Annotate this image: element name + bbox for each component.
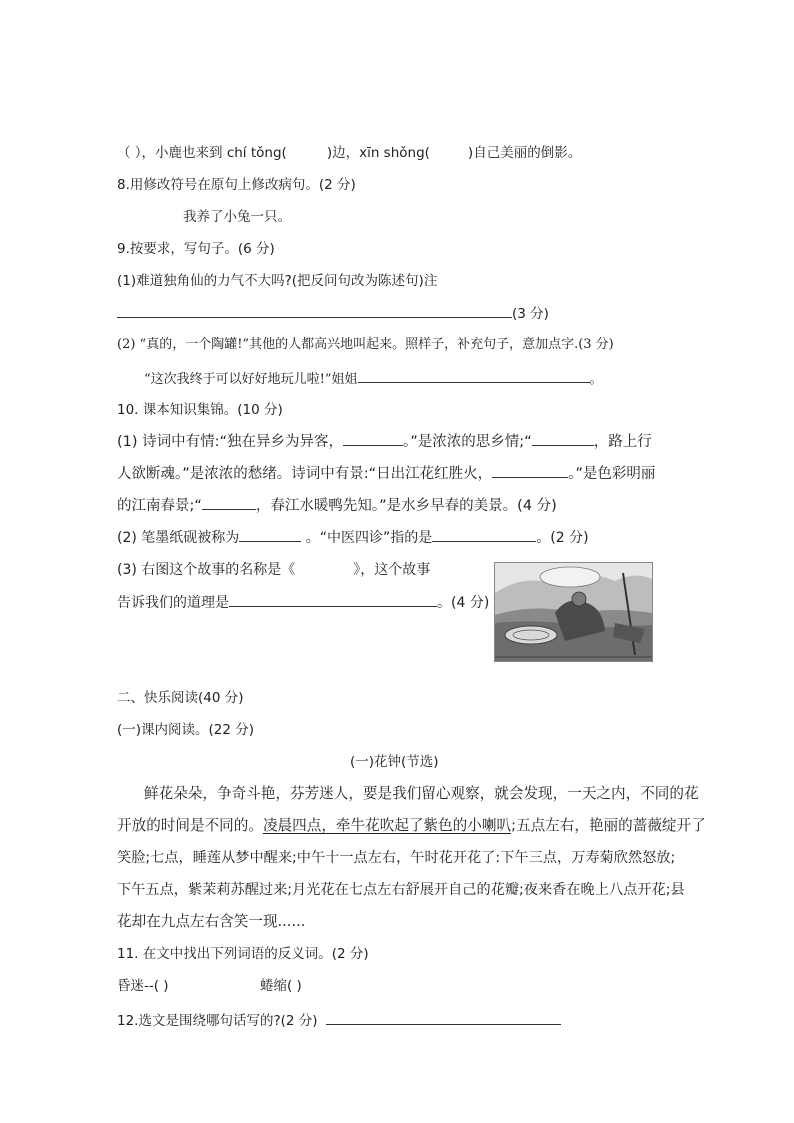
answer-blank[interactable] — [326, 1010, 561, 1025]
answer-blank[interactable] — [202, 495, 256, 510]
answer-blank[interactable] — [532, 431, 594, 446]
answer-blank[interactable] — [432, 527, 536, 542]
question-10-2: (2) 笔墨纸砚被称为 。“中医四诊”指的是 。(2 分) — [117, 527, 589, 548]
question-10-3-line1: (3) 右图这个故事的名称是《 》，这个故事 — [117, 562, 431, 578]
question-8-sentence: 我养了小兔一只。 — [183, 209, 291, 225]
answer-blank[interactable] — [358, 368, 590, 383]
passage-line-1: 鲜花朵朵，争奇斗艳，芬芳迷人，要是我们留心观察，就会发现，一天之内，不同的花 — [144, 785, 699, 802]
question-9-1: (1)难道独角仙的力气不大吗?(把反问句改为陈述句)注 — [117, 273, 438, 289]
question-11-antonym-b: 蜷缩( ) — [260, 978, 302, 994]
question-11: 11. 在文中找出下列词语的反义词。(2 分) — [117, 946, 369, 962]
answer-blank[interactable] — [492, 463, 568, 478]
question-9-1-answer: (3 分) — [117, 303, 549, 324]
question-11-antonym-a: 昏迷--( ) — [117, 978, 169, 994]
question-9: 9.按要求，写句子。(6 分) — [117, 241, 275, 257]
passage-line-2: 开放的时间是不同的。凌晨四点，牵牛花吹起了紫色的小喇叭;五点左右，艳丽的蔷薇绽开了 — [117, 817, 706, 834]
answer-blank[interactable] — [117, 303, 512, 318]
passage-line-5: 花却在九点左右含笑一现...... — [117, 913, 306, 930]
passage-title: (一)花钟(节选) — [350, 754, 439, 770]
passage-line-3: 笑脸;七点，睡莲从梦中醒来;中午十一点左右，午时花开花了:下午三点，万寿菊欣然怒放; — [117, 850, 676, 866]
question-8: 8.用修改符号在原句上修改病句。(2 分) — [117, 177, 356, 193]
underlined-sentence: 凌晨四点，牵牛花吹起了紫色的小喇叭 — [262, 817, 512, 834]
answer-blank[interactable] — [229, 592, 437, 607]
section-2-1-heading: (一)课内阅读。(22 分) — [117, 722, 255, 738]
answer-blank[interactable] — [343, 431, 403, 446]
question-10: 10. 课本知识集锦。(10 分) — [117, 402, 283, 418]
question-10-3-line2: 告诉我们的道理是 。(4 分) — [117, 592, 489, 613]
question-9-2-example: “这次我终于可以好好地玩儿啦!”姐姐 。 — [144, 368, 603, 390]
question-12: 12.选文是围绕哪句话写的?(2 分) — [117, 1010, 561, 1031]
story-illustration — [494, 562, 653, 662]
question-10-1-line1: (1) 诗词中有情:“独在异乡为异客， 。”是浓浓的思乡情;“ ，路上行 — [117, 431, 652, 452]
passage-line-4: 下午五点，紫茉莉苏醒过来;月光花在七点左右舒展开自己的花瓣;夜来香在晚上八点开花;县 — [117, 882, 685, 898]
pinyin-fill-line: （ ），小鹿也来到 chí tǒng( )边，xīn shǒng( )自己美丽的倒影。 — [117, 145, 582, 161]
answer-blank[interactable] — [239, 527, 301, 542]
question-9-2: (2) “真的，一个陶罐!”其他的人都高兴地叫起来。照样子，补充句子，意加点字.(3 分) — [117, 337, 614, 352]
story-illustration-icon — [495, 563, 652, 661]
question-10-1-line3: 的江南春景;“ ，春江水暖鸭先知。”是水乡早春的美景。(4 分) — [117, 495, 557, 516]
section-2-heading: 二、快乐阅读(40 分) — [117, 690, 244, 706]
question-10-1-line2: 人欲断魂。”是浓浓的愁绪。诗词中有景:“日出江花红胜火， 。”是色彩明丽 — [117, 463, 655, 484]
